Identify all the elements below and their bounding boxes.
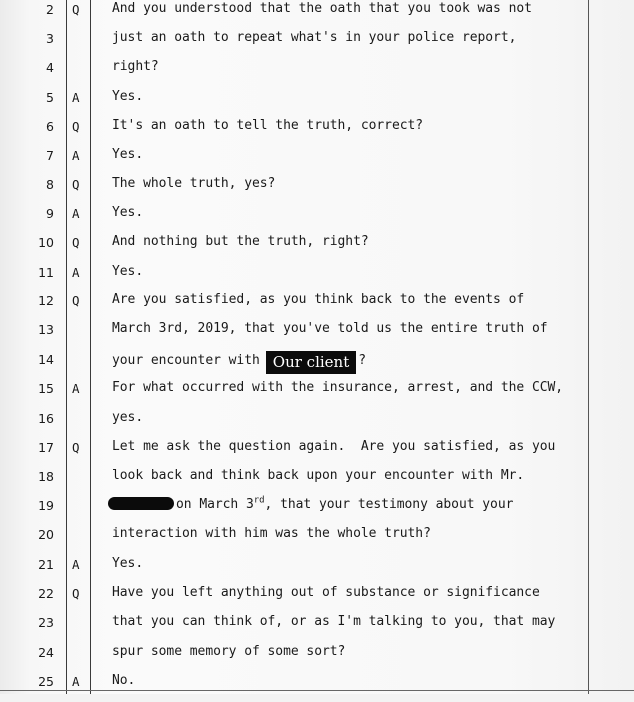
transcript-line xyxy=(0,497,634,526)
transcript-line xyxy=(0,292,634,321)
speaker-marker: A xyxy=(72,148,80,163)
redaction-blackout xyxy=(108,497,174,510)
line-number: 24 xyxy=(38,645,54,660)
line-text: Yes. xyxy=(112,89,144,104)
line-text: Yes. xyxy=(112,205,144,220)
transcript-line xyxy=(0,89,634,118)
line-number: 21 xyxy=(38,557,54,572)
ordinal-superscript: rd xyxy=(253,495,265,506)
speaker-marker: Q xyxy=(72,440,80,455)
line-text: Have you left anything out of substance or significance xyxy=(112,585,540,600)
line-text: No. xyxy=(112,673,136,688)
line-text: spur some memory of some sort? xyxy=(112,644,346,659)
line-text: just an oath to repeat what's in your police report, xyxy=(112,30,517,45)
line-number: 6 xyxy=(46,119,54,134)
line-text: The whole truth, yes? xyxy=(112,176,276,191)
transcript-line xyxy=(0,556,634,585)
line-text: March 3rd, 2019, that you've told us the entire truth of xyxy=(112,321,548,336)
line-text: It's an oath to tell the truth, correct? xyxy=(112,118,424,133)
transcript-line xyxy=(0,468,634,497)
redaction-label: Our client xyxy=(266,351,356,374)
transcript-line xyxy=(0,585,634,614)
transcript-line xyxy=(0,205,634,234)
transcript-line xyxy=(0,673,634,702)
line-number: 16 xyxy=(38,411,54,426)
speaker-marker: A xyxy=(72,557,80,572)
line-text: look back and think back upon your encounter with Mr. xyxy=(112,468,525,483)
transcript-line xyxy=(0,380,634,409)
speaker-marker: Q xyxy=(72,177,80,192)
line-number: 22 xyxy=(38,586,54,601)
line-text: Yes. xyxy=(112,556,144,571)
line-number: 18 xyxy=(38,469,54,484)
line-number: 12 xyxy=(38,293,54,308)
line-number: 19 xyxy=(38,498,54,513)
line-number: 20 xyxy=(38,527,54,542)
line-number: 17 xyxy=(38,440,54,455)
transcript-line xyxy=(0,264,634,293)
speaker-marker: A xyxy=(72,90,80,105)
line-text xyxy=(112,351,366,374)
line-number: 9 xyxy=(46,206,54,221)
speaker-marker: Q xyxy=(72,586,80,601)
speaker-marker: A xyxy=(72,674,80,689)
line-number: 8 xyxy=(46,177,54,192)
line-text-after: , that your testimony about your xyxy=(264,497,514,512)
transcript-line xyxy=(0,1,634,30)
transcript-line xyxy=(0,321,634,350)
line-number: 2 xyxy=(46,2,54,17)
transcript-line xyxy=(0,410,634,439)
line-text: that you can think of, or as I'm talking to you, that may xyxy=(112,614,556,629)
line-text-before: on March 3 xyxy=(176,497,254,512)
line-text-before: your encounter with xyxy=(112,353,260,368)
transcript-line xyxy=(0,59,634,88)
line-number: 14 xyxy=(38,352,54,367)
line-number: 13 xyxy=(38,322,54,337)
line-text: yes. xyxy=(112,410,144,425)
transcript-line xyxy=(0,147,634,176)
line-text: right? xyxy=(112,59,159,74)
line-text: Let me ask the question again. Are you satisfied, as you xyxy=(112,439,556,454)
transcript-line xyxy=(0,30,634,59)
transcript-line xyxy=(0,439,634,468)
speaker-marker: Q xyxy=(72,2,80,17)
line-text: Are you satisfied, as you think back to the events of xyxy=(112,292,525,307)
speaker-marker: A xyxy=(72,206,80,221)
line-number: 4 xyxy=(46,60,54,75)
transcript-line xyxy=(0,526,634,555)
speaker-marker: A xyxy=(72,265,80,280)
transcript-line xyxy=(0,351,634,380)
line-text: And nothing but the truth, right? xyxy=(112,234,369,249)
line-text: Yes. xyxy=(112,147,144,162)
speaker-marker: Q xyxy=(72,293,80,308)
speaker-marker: Q xyxy=(72,235,80,250)
transcript-line xyxy=(0,118,634,147)
line-number: 11 xyxy=(38,265,54,280)
speaker-marker: A xyxy=(72,381,80,396)
line-number: 7 xyxy=(46,148,54,163)
transcript-line xyxy=(0,644,634,673)
line-text: And you understood that the oath that you took was not xyxy=(112,1,532,16)
line-text: For what occurred with the insurance, arrest, and the CCW, xyxy=(112,380,564,395)
line-number: 3 xyxy=(46,31,54,46)
transcript-line xyxy=(0,176,634,205)
line-number: 23 xyxy=(38,615,54,630)
line-text xyxy=(112,497,513,512)
line-number: 25 xyxy=(38,674,54,689)
speaker-marker: Q xyxy=(72,119,80,134)
line-number: 10 xyxy=(38,235,54,250)
line-text: interaction with him was the whole truth? xyxy=(112,526,431,541)
line-text-after: ? xyxy=(358,353,367,368)
line-number: 5 xyxy=(46,90,54,105)
line-number: 15 xyxy=(38,381,54,396)
transcript-line xyxy=(0,234,634,263)
transcript-line xyxy=(0,614,634,643)
line-text: Yes. xyxy=(112,264,144,279)
